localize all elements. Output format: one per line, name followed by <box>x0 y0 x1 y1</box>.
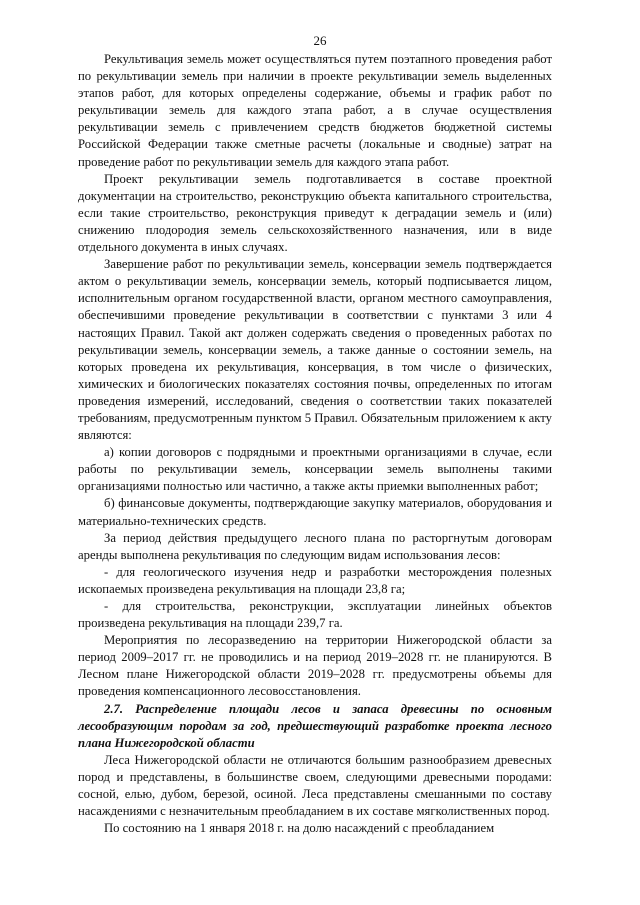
section-heading: 2.7. Распределение площади лесов и запаса древесины по основным лесообразующим породам за год, предшествующий разработке проекта лесного плана Нижегородской области <box>78 701 552 750</box>
list-item-linear-objects: - для строительства, реконструкции, эксплуатации линейных объектов произведена рекультивация на площади 239,7 га. <box>78 599 552 631</box>
paragraph-reclamation-stages: Рекультивация земель может осуществляться путем поэтапного проведения работ по рекультивации земель при наличии в проекте рекультивации земель выделенных этапов работ, для которых определены содержание, объемы и график работ по рекультивации земель для каждого этапа работ, а в случае осуществления рекультивации земель с привлечением средств бюджетов бюджетной системы Российской Федерации также сметные расчеты (локальные и сводные) затрат на проведение работ по рекультивации земель для каждого этапа работ. <box>78 52 552 169</box>
page-number: 26 <box>313 33 327 48</box>
paragraph-as-of-2018: По состоянию на 1 января 2018 г. на долю насаждений с преобладанием <box>104 821 495 836</box>
paragraph-afforestation: Мероприятия по лесоразведению на территории Нижегородской области за период 2009–2017 гг. не проводились и на период 2019–2028 гг. не планируются. В Лесном плане Нижегородской области 2019–2028 гг. предусмотрены объемы для проведения компенсационного лесовосстановления. <box>78 633 552 699</box>
list-item-contracts: а) копии договоров с подрядными и проектными организациями в случае, если работы по рекультивации земель, консервации земель выполнены такими организациями полностью или частично, а также акты приемки выполненных работ; <box>78 445 552 494</box>
list-item-financial-documents: б) финансовые документы, подтверждающие закупку материалов, оборудования и материально-технических средств. <box>78 496 552 528</box>
paragraph-tree-species: Леса Нижегородской области не отличаются большим разнообразием древесных пород и представлены, в большинстве своем, следующими древесными породами: сосной, елью, дубом, березой, осиной. Леса представлены смешанными по составу насаждениями с незначительным преобладанием в их составе мягколиственных пород. <box>78 752 552 819</box>
paragraph-reclamation-act: Завершение работ по рекультивации земель, консервации земель подтверждается актом о рекультивации земель, консервации земель, который подписывается лицом, исполнительным органом государственной власти, органом местного самоуправления, обеспечившими проведение рекультивации в соответствии с пунктами 3 или 4 настоящих Правил. Такой акт должен содержать сведения о проведенных работах по рекультивации земель, консервации земель, а также данные о состоянии земель, на которых проведена их рекультивация, консервация, в том числе о физических, химических и биологических показателях состояния почвы, определенных по итогам проведения измерений, исследований, сведения о соответствии таких показателей требованиям, предусмотренным пунктом 5 Правил. Обязательным приложением к акту являются: <box>78 257 552 443</box>
list-item-geological: - для геологического изучения недр и разработки месторождения полезных ископаемых произведена рекультивация на площади 23,8 га; <box>78 564 552 596</box>
paragraph-previous-plan: За период действия предыдущего лесного плана по расторгнутым договорам аренды выполнена рекультивация по следующим видам использования лесов: <box>78 530 552 562</box>
document-body <box>78 51 552 837</box>
paragraph-reclamation-project: Проект рекультивации земель подготавливается в составе проектной документации на строительство, реконструкцию объекта капитального строительства, если такие строительство, реконструкция приведут к деградации земель и (или) снижению плодородия земель сельскохозяйственного назначения, или в виде отдельного документа в иных случаях. <box>78 171 552 255</box>
